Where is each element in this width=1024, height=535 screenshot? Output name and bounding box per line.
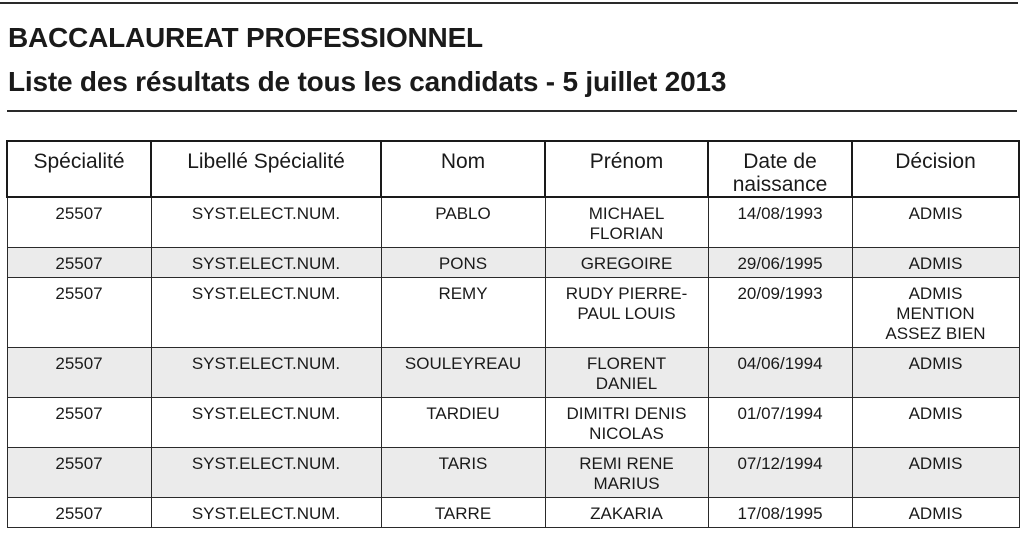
cell-nom: SOULEYREAU bbox=[381, 347, 545, 397]
cell-specialite: 25507 bbox=[7, 397, 151, 447]
cell-decision: ADMIS bbox=[852, 447, 1019, 497]
cell-libelle: SYST.ELECT.NUM. bbox=[151, 347, 381, 397]
title-rule bbox=[7, 110, 1017, 112]
cell-prenom: RUDY PIERRE- PAUL LOUIS bbox=[545, 277, 708, 347]
header-date-naissance bbox=[708, 141, 852, 197]
header-prenom: Prénom bbox=[545, 141, 708, 197]
header-decision: Décision bbox=[852, 141, 1019, 197]
cell-decision: ADMIS MENTION ASSEZ BIEN bbox=[852, 277, 1019, 347]
cell-prenom: FLORENT DANIEL bbox=[545, 347, 708, 397]
header-libelle: Libellé Spécialité bbox=[151, 141, 381, 197]
cell-nom: TARRE bbox=[381, 497, 545, 527]
table-row bbox=[7, 447, 1019, 497]
cell-libelle: SYST.ELECT.NUM. bbox=[151, 447, 381, 497]
table-row bbox=[7, 277, 1019, 347]
cell-prenom: GREGOIRE bbox=[545, 247, 708, 277]
results-table bbox=[6, 140, 1020, 528]
cell-nom: TARIS bbox=[381, 447, 545, 497]
cell-libelle: SYST.ELECT.NUM. bbox=[151, 247, 381, 277]
cell-decision: ADMIS bbox=[852, 497, 1019, 527]
cell-decision: ADMIS bbox=[852, 247, 1019, 277]
table-row bbox=[7, 347, 1019, 397]
cell-date: 14/08/1993 bbox=[708, 197, 852, 247]
cell-prenom: MICHAEL FLORIAN bbox=[545, 197, 708, 247]
header-specialite: Spécialité bbox=[7, 141, 151, 197]
cell-date: 17/08/1995 bbox=[708, 497, 852, 527]
cell-libelle: SYST.ELECT.NUM. bbox=[151, 277, 381, 347]
document-title: BACCALAUREAT PROFESSIONNEL bbox=[8, 22, 483, 53]
header-date-line1: Date de bbox=[743, 150, 817, 173]
cell-specialite: 25507 bbox=[7, 277, 151, 347]
cell-nom: TARDIEU bbox=[381, 397, 545, 447]
table-row bbox=[7, 247, 1019, 277]
cell-prenom: REMI RENE MARIUS bbox=[545, 447, 708, 497]
table-row bbox=[7, 497, 1019, 527]
cell-specialite: 25507 bbox=[7, 247, 151, 277]
header-date-line2: naissance bbox=[732, 173, 828, 196]
table-row bbox=[7, 197, 1019, 247]
cell-prenom: ZAKARIA bbox=[545, 497, 708, 527]
cell-specialite: 25507 bbox=[7, 347, 151, 397]
cell-date: 07/12/1994 bbox=[708, 447, 852, 497]
document-subtitle: Liste des résultats de tous les candidats - 5 juillet 2013 bbox=[8, 66, 727, 97]
cell-nom: REMY bbox=[381, 277, 545, 347]
cell-specialite: 25507 bbox=[7, 497, 151, 527]
cell-decision: ADMIS bbox=[852, 347, 1019, 397]
header-row bbox=[7, 141, 1019, 197]
cell-date: 04/06/1994 bbox=[708, 347, 852, 397]
header-nom: Nom bbox=[381, 141, 545, 197]
cell-decision: ADMIS bbox=[852, 197, 1019, 247]
cell-date: 01/07/1994 bbox=[708, 397, 852, 447]
table-row bbox=[7, 397, 1019, 447]
cell-specialite: 25507 bbox=[7, 197, 151, 247]
cell-libelle: SYST.ELECT.NUM. bbox=[151, 197, 381, 247]
top-rule bbox=[0, 2, 1018, 4]
cell-date: 29/06/1995 bbox=[708, 247, 852, 277]
cell-nom: PONS bbox=[381, 247, 545, 277]
cell-prenom: DIMITRI DENIS NICOLAS bbox=[545, 397, 708, 447]
cell-decision: ADMIS bbox=[852, 397, 1019, 447]
cell-specialite: 25507 bbox=[7, 447, 151, 497]
cell-libelle: SYST.ELECT.NUM. bbox=[151, 497, 381, 527]
cell-date: 20/09/1993 bbox=[708, 277, 852, 347]
cell-libelle: SYST.ELECT.NUM. bbox=[151, 397, 381, 447]
cell-nom: PABLO bbox=[381, 197, 545, 247]
